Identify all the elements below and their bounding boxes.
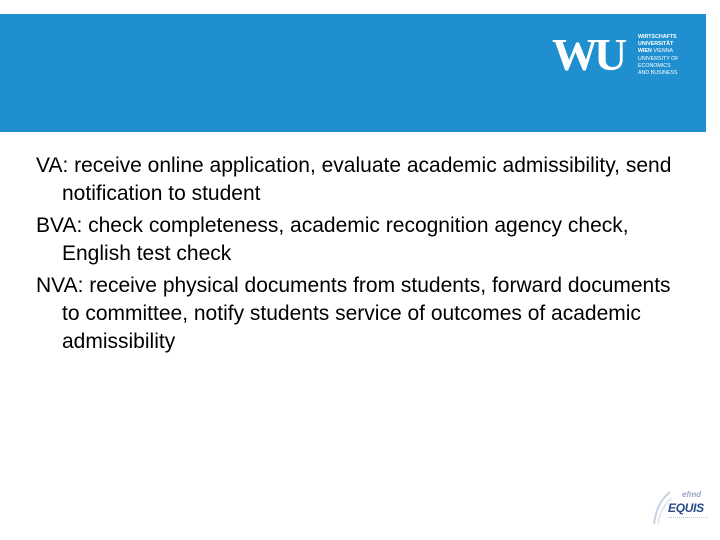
wu-logo-line: WIRTSCHAFTS <box>638 34 677 40</box>
wu-logo <box>552 30 692 110</box>
wu-logo-line: WIEN <box>638 48 652 55</box>
wu-logo-line: UNIVERSITY OF <box>638 55 679 62</box>
wu-logo-text <box>638 34 698 77</box>
wu-logo-line: UNIVERSITÄT <box>638 41 674 48</box>
wu-logo-line: AND BUSINESS <box>638 70 678 77</box>
equis-efmd-label: efmd <box>682 490 702 499</box>
equis-underline <box>668 517 708 522</box>
bullet-va: VA: receive online application, evaluate academic admissibility, send notification to student <box>36 154 672 205</box>
wu-logo-mark: WU <box>552 29 624 80</box>
wu-logo-line: ECONOMICS <box>638 62 671 69</box>
equis-logo <box>652 490 712 528</box>
slide-content <box>36 152 676 360</box>
bullet-bva: BVA: check completeness, academic recognition agency check, English test check <box>36 214 629 265</box>
wu-logo-line: VIENNA <box>653 48 674 55</box>
equis-name-label: EQUIS <box>668 501 704 515</box>
bullet-nva: NVA: receive physical documents from students, forward documents to committee, notify students service of outcomes of academic admissibility <box>36 274 671 353</box>
